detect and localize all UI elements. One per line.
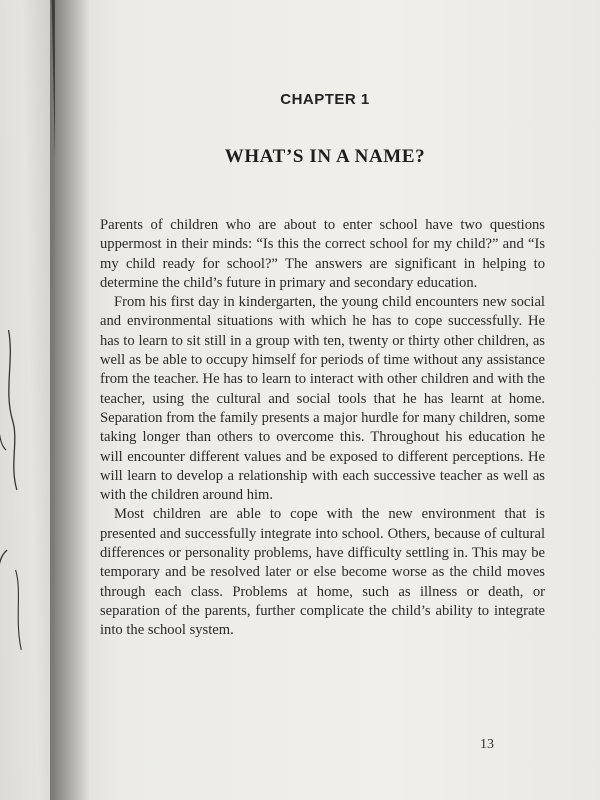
gutter-shadow xyxy=(50,0,90,800)
chapter-label: CHAPTER 1 xyxy=(280,91,370,108)
chapter-body xyxy=(100,216,545,641)
paragraph-1: Parents of children who are about to enter school have two questions uppermost in their minds: “Is this the correct school for my child?” and “Is my child ready for school?” The answers are significant in helping to determine the child’s future in primary and secondary education. xyxy=(100,217,545,291)
chapter-title: WHAT’S IN A NAME? xyxy=(224,146,426,167)
sketch-illustration xyxy=(0,290,26,711)
paragraph-3: Most children are able to cope with the new environment that is presented and successfully integrate into school. Others, because of cultural differences or personality problems, have difficulty settling in. This may be temporary and be resolved later or else become worse as the child moves through each class. Problems at home, such as illness or death, or separation of the parents, further complicate the child’s ability to integrate into the school system. xyxy=(100,506,545,639)
paragraph-2: From his first day in kindergarten, the young child encounters new social and environmental situations with which he has to cope successfully. He has to learn to sit still in a group with ten, twenty or thirty other children, as well as be able to occupy himself for periods of time without any assistance from the teacher. He has to learn to interact with other children and with the teacher, using the cultural and social tools that he has learnt at home. Separation from the family presents a major hurdle for many children, some taking longer than others to overcome this. Throughout his education he will encounter different values and be exposed to different perceptions. He will learn to develop a relationship with each successive teacher as well as with the children around him. xyxy=(100,294,545,504)
book-page xyxy=(55,0,600,800)
page-number: 13 xyxy=(480,737,494,752)
